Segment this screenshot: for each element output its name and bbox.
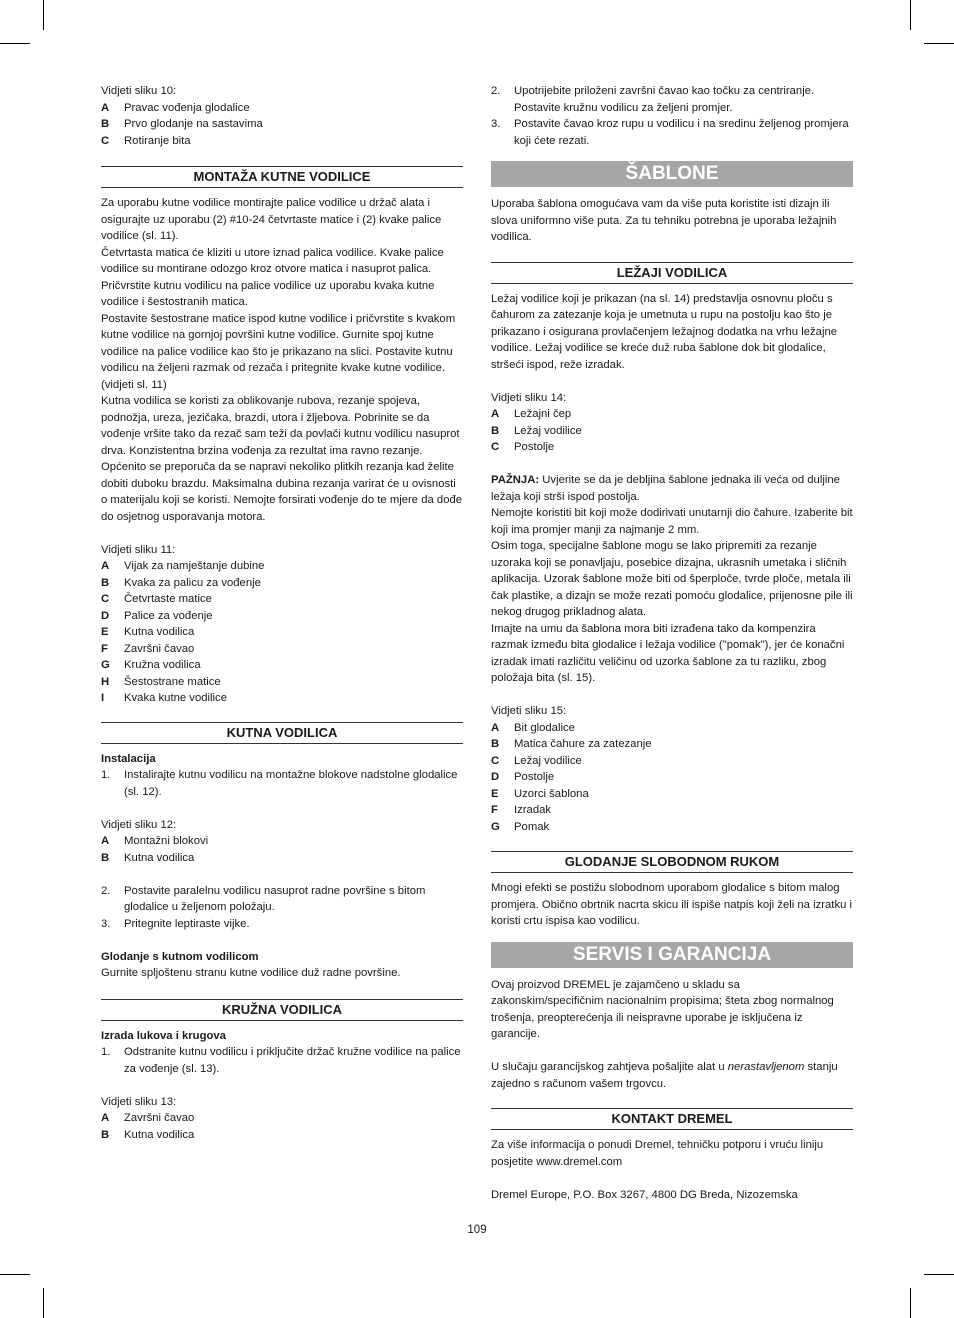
paragraph: Imajte na umu da šablona mora biti izrađena tako da kompenzira razmak između bita glodalice i ležaja vodilice ("pomak"), jer će konačni izradak imati različitu veličinu od uzorka šablone za tu razliku, zbog položaja bita (sl. 15). [491,622,845,684]
legend-item: F Završni čavao [101,642,195,655]
legend-item: B Kutna vodilica [101,1128,195,1141]
paragraph: Četvrtasta matica će kliziti u utore iznad palica vodilice. Kvake palice vodilice su montirane odozgo kroz otvore matica i nasuprot palica. Pričvrstite kutnu vodilicu na palice vodilice uz uporabu kvaka kutne vodilice i šestostranih matica. [101,246,444,308]
figure-reference: Vidjeti sliku 12: [101,818,177,831]
numbered-step: 2. Upotrijebite priloženi završni čavao kao točku za centriranje. Postavite kružnu vodilicu za željeni promjer. [491,85,815,114]
right-column [491,83,853,1203]
legend-item: E Uzorci šablona [491,787,589,800]
legend-item: A Pravac vođenja glodalice [101,101,250,114]
crop-mark [0,1274,30,1275]
paragraph: Mnogi efekti se postižu slobodnom uporabom glodalice s bitom malog promjera. Obično obrtnik nacrta skicu ili ispiše natpis koji želi na izratku i koristi crtu ispisa kao vodilicu. [491,882,853,927]
paragraph: Za više informacija o ponudi Dremel, tehničku potporu i vruću liniju posjetite www.dremel.com [491,1139,824,1168]
paragraph: Osim toga, specijalne šablone mogu se lako pripremiti za rezanje uzoraka koji se ponavljaju, posebice dizajna, ukrasnih umetaka i sličnih aplikacija. Uzorak šablone može biti od šperploče, tvrde ploče, metala ili čak plastike, a dizajn se može rezati pomoću glodalice, prijenosne pile ili nekog drugog prikladnog alata. [491,540,853,618]
figure-reference: Vidjeti sliku 11: [101,543,176,556]
legend-item: C Četvrtaste matice [101,593,212,605]
address: Dremel Europe, P.O. Box 3267, 4800 DG Breda, Nizozemska [491,1188,798,1201]
numbered-step: 3. Pritegnite leptiraste vijke. [101,917,250,930]
section-heading: KUTNA VODILICA [101,722,463,744]
section-heading: GLODANJE SLOBODNOM RUKOM [491,851,853,873]
major-section-heading: ŠABLONE [491,161,853,187]
numbered-step: 1. Instalirajte kutnu vodilicu na montažne blokove nadstolne glodalice (sl. 12). [101,769,458,798]
legend-item: B Kutna vodilica [101,851,195,864]
figure-14-legend [491,406,853,456]
subheading: Izrada lukova i krugova [101,1029,226,1042]
legend-item: G Pomak [491,820,550,833]
crop-mark [0,43,30,44]
crop-mark [910,1288,911,1318]
figure-12-legend [101,833,463,866]
figure-reference: Vidjeti sliku 13: [101,1095,177,1108]
figure-reference: Vidjeti sliku 15: [491,705,567,717]
legend-item: D Palice za vođenje [101,609,213,622]
subheading: Instalacija [101,752,156,765]
warning-paragraph: PAŽNJA: Uvjerite se da je debljina šablone jednaka ili veća od duljine ležaja koji strši ispod postolja. [491,474,840,503]
crop-mark [924,43,954,44]
figure-15-legend [491,720,853,836]
legend-item: A Bit glodalice [491,721,575,734]
paragraph: Za uporabu kutne vodilice montirajte palice vodilice u držač alata i osigurajte uz uporabu (2) #10-24 četvrtaste matice i (2) kvake palice vodilice (sl. 11). [101,197,442,242]
subheading: Glodanje s kutnom vodilicom [101,950,259,963]
crop-mark [43,1288,44,1318]
paragraph: Općenito se preporuča da se napravi nekoliko plitkih rezanja kad želite dobiti duboku brazdu. Maksimalna dubina rezanja varirat će u ovisnosti o materijalu koji se koristi. Nemojte forsirati vođenje do te mjere da dođe do osjetnog usporavanja motora. [101,461,463,523]
legend-item: G Kružna vodilica [101,659,201,671]
warning-label: PAŽNJA: [491,474,540,486]
figure-11-legend [101,558,463,707]
major-section-heading: SERVIS I GARANCIJA [491,942,853,968]
paragraph: Nemojte koristiti bit koji može dodirivati unutarnji dio čahure. Izaberite bit koji ima promjer manji za najmanje 2 mm. [491,507,853,536]
paragraph: Uporaba šablona omogućava vam da više puta koristite isti dizajn ili slova uniformno više puta. Za tu tehniku potrebna je uporaba ležajnih vodilica. [491,198,837,243]
legend-item: F Izradak [491,804,552,816]
legend-item: B Ležaj vodilice [491,424,582,437]
numbered-step: 2. Postavite paralelnu vodilicu nasuprot radne površine s bitom glodalice u željenom položaju. [101,884,426,913]
numbered-step: 1. Odstranite kutnu vodilicu i priključite držač kružne vodilice na palice za vođenje (sl. 13). [101,1046,461,1075]
legend-item: E Kutna vodilica [101,626,195,638]
legend-item: B Kvaka za palicu za vođenje [101,576,261,589]
legend-item: B Prvo glodanje na sastavima [101,118,263,130]
legend-item: I Kvaka kutne vodilice [101,692,227,704]
crop-mark [924,1274,954,1275]
section-heading: KONTAKT DREMEL [491,1108,853,1130]
figure-10-legend [101,100,463,150]
figure-reference: Vidjeti sliku 14: [491,391,567,404]
legend-item: C Postolje [491,441,555,453]
legend-item: A Ležajni čep [491,408,572,420]
page-number: 109 [467,1224,487,1236]
paragraph: Ovaj proizvod DREMEL je zajamčeno u skladu sa zakonskim/specifičnim nacionalnim propisima; šteta zbog normalnog trošenja, preopterećenja ili neispravne uporabe je isključena iz garancije. [491,978,834,1040]
paragraph: Gurnite spljoštenu stranu kutne vodilice duž radne površine. [101,967,401,979]
paragraph: Kutna vodilica se koristi za oblikovanje rubova, rezanje spojeva, podnožja, ureza, jezičaka, brazdi, utora i žljebova. Pobrinite se da vođenje vršite tako da rezač sam teži da povlači kutnu vodilicu nasuprot drva. Konzistentna brzina vođenja za rezultat ima ravno rezanje. [101,395,460,457]
legend-item: A Vijak za namještanje dubine [101,560,265,572]
legend-item: B Matica čahure za zatezanje [491,738,652,750]
crop-mark [43,0,44,30]
legend-item: A Montažni blokovi [101,835,209,847]
legend-item: H Šestostrane matice [101,675,221,688]
section-heading: LEŽAJI VODILICA [491,262,853,284]
paragraph: Postavite šestostrane matice ispod kutne vodilice i pričvrstite s kvakom kutne vodilice na gornjoj površini kutne vodilice. Gurnite spoj kutne vodilice na palice vodilice kao što je prikazano na slici. Postavite kutnu vodilicu na željeni razmak od rezača i pritegnite kvake kutne vodilice. (vidjeti sl. 11) [101,312,456,391]
paragraph: U slučaju garancijskog zahtjeva pošaljite alat u nerastavljenom stanju zajedno s računom vašem trgovcu. [491,1061,838,1090]
section-heading: MONTAŽA KUTNE VODILICE [101,166,463,188]
left-column [101,83,463,1143]
section-heading: KRUŽNA VODILICA [101,999,463,1021]
legend-item: C Rotiranje bita [101,134,191,147]
crop-mark [910,0,911,30]
legend-item: C Ležaj vodilice [491,754,582,767]
paragraph: Ležaj vodilice koji je prikazan (na sl. 14) predstavlja osnovnu ploču s čahurom za zatezanje koja je umetnuta u rupu na postolju kao što je prikazano i osigurana provlačenjem ležajnog dodatka na vrhu ležajne vodilice. Ležaj vodilice se kreće duž ruba šablone dok bit glodalice, stršeći ispod, reže izradak. [491,292,838,371]
legend-item: D Postolje [491,771,555,783]
figure-13-legend [101,1110,463,1143]
numbered-step: 3. Postavite čavao kroz rupu u vodilicu i na sredinu željenog promjera koji ćete rezati. [491,118,849,147]
figure-reference: Vidjeti sliku 10: [101,85,177,97]
legend-item: A Završni čavao [101,1112,195,1124]
